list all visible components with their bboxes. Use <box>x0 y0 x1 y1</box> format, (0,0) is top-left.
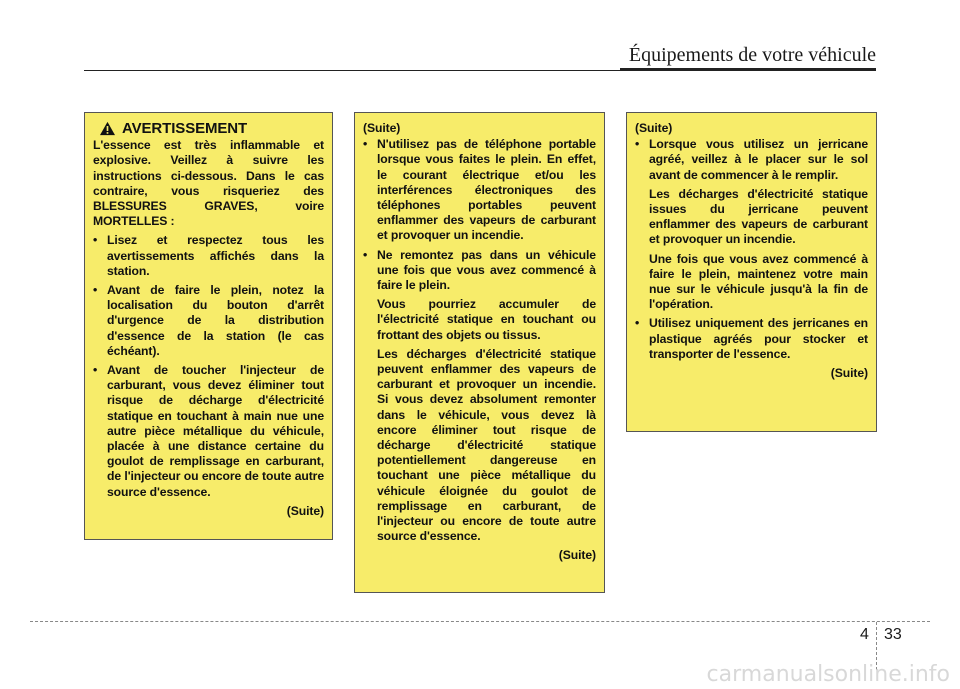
list-item: • Avant de toucher l'injecteur de carburant, vous devez éliminer tout risque de décharge d'électricité statique en touchant à main nue une autre pièce métallique du véhicule, placée à une distance certaine du goulot de remplissage en carburant, de l'injecteur ou encore de toute autre source d'essence. <box>93 363 324 500</box>
chapter-number: 4 <box>860 626 869 643</box>
list-item-paragraph: Les décharges d'électricité statique issues du jerricane peuvent enflammer des vapeurs de carburant et provoquer un incendie. <box>649 186 868 247</box>
page-number: 33 <box>884 626 902 643</box>
warning-box-1 <box>84 112 333 540</box>
footer-rule <box>30 621 930 622</box>
list-item <box>635 137 868 312</box>
list-item-text: Utilisez uniquement des jerricanes en plastique agréés pour stocker et transporter de l'essence. <box>649 316 868 361</box>
header-rule-accent <box>620 68 876 71</box>
warning-box-3 <box>626 112 877 432</box>
list-item-text: N'utilisez pas de téléphone portable lorsque vous faites le plein. En effet, le courant électrique et/ou les interférences électroniques des téléphones portables peuvent enflammer des vapeurs de carburant et provoquer un incendie. <box>377 137 596 243</box>
list-item-paragraph: Une fois que vous avez commencé à faire le plein, maintenez votre main nue sur le véhicule jusqu'à la fin de l'opération. <box>649 251 868 312</box>
list-item: • Avant de faire le plein, notez la localisation du bouton d'arrêt d'urgence de la distribution d'essence de la station (le cas échéant). <box>93 283 324 359</box>
warning-box-2 <box>354 112 605 593</box>
warning-list <box>363 137 596 544</box>
list-item-text: Ne remontez pas dans un véhicule une fois que vous avez commencé à faire le plein. <box>377 247 596 293</box>
suite-label: (Suite) <box>830 366 868 381</box>
warning-list <box>635 137 868 362</box>
warning-title: AVERTISSEMENT <box>122 120 248 137</box>
warning-triangle-icon <box>99 121 116 136</box>
suite-label: (Suite) <box>635 121 673 135</box>
list-item <box>635 316 868 362</box>
list-item: • Lisez et respectez tous les avertissements affichés dans la station. <box>93 233 324 279</box>
warning-list <box>93 233 324 499</box>
list-item-paragraph: Vous pourriez accumuler de l'électricité statique en touchant ou frottant des objets ou tissus. <box>377 297 596 342</box>
page-header-title: Équipements de votre véhicule <box>628 44 876 66</box>
watermark: carmanualsonline.info <box>706 662 950 687</box>
suite-label: (Suite) <box>558 548 596 563</box>
suite-label: (Suite) <box>363 121 401 135</box>
list-item <box>363 137 596 243</box>
suite-label: (Suite) <box>286 503 324 518</box>
warning-heading <box>99 121 324 136</box>
list-item-text: Lorsque vous utilisez un jerricane agréé, veillez à le placer sur le sol avant de commencer à le remplir. <box>649 137 868 182</box>
list-item-paragraph: Les décharges d'électricité statique peuvent enflammer des vapeurs de carburant et provoquer un incendie. Si vous devez absolument remonter dans le véhicule, vous devez là encore éliminer tout risque de décharge d'électricité statique potentiellement dangereuse en touchant une pièce métallique du véhicule éloignée du goulot de remplissage en carburant, de l'injecteur ou encore de toute autre source d'essence. <box>377 346 596 544</box>
warning-intro: L'essence est très inflammable et explosive. Veillez à suivre les instructions ci-dessous. Dans le cas contraire, vous risqueriez des BLESSURES GRAVES, voire MORTELLES : <box>93 138 324 229</box>
list-item <box>363 248 596 545</box>
